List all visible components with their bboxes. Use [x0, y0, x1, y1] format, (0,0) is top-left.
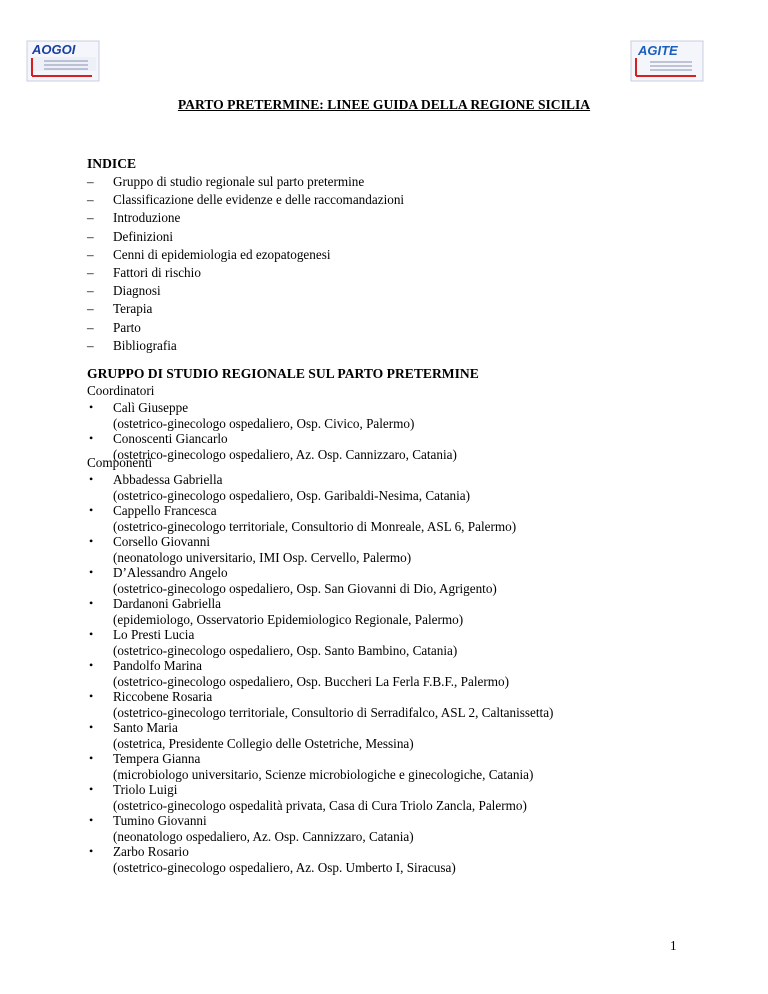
dash-bullet: –	[87, 210, 94, 226]
agite-logo-text: AGITE	[638, 43, 678, 58]
bullet-icon: •	[89, 596, 94, 610]
person-entry	[87, 658, 553, 689]
index-item	[87, 209, 404, 227]
person-affiliation: (ostetrico-ginecologo territoriale, Consultorio di Serradifalco, ASL 2, Caltanissetta)	[113, 704, 554, 720]
person-entry	[87, 720, 553, 751]
person-name: Tempera Gianna	[113, 751, 201, 766]
dash-bullet: –	[87, 283, 94, 299]
index-item-label: Fattori di rischio	[113, 264, 201, 280]
index-item-label: Parto	[113, 319, 141, 335]
person-affiliation: (ostetrico-ginecologo ospedaliero, Osp. Santo Bambino, Catania)	[113, 642, 458, 658]
index-item-label: Diagnosi	[113, 283, 161, 299]
dash-bullet: –	[87, 174, 94, 189]
bullet-icon: •	[89, 534, 94, 548]
person-entry	[87, 400, 457, 431]
index-item-label: Introduzione	[113, 210, 181, 226]
person-affiliation: (epidemiologo, Osservatorio Epidemiologico Regionale, Palermo)	[113, 611, 464, 627]
study-group-heading: GRUPPO DI STUDIO REGIONALE SUL PARTO PRETERMINE	[87, 366, 479, 381]
person-entry	[87, 472, 553, 503]
person-name: Calì Giuseppe	[113, 400, 189, 415]
person-affiliation: (ostetrica, Presidente Collegio delle Ostetriche, Messina)	[113, 735, 414, 751]
index-item	[87, 191, 404, 209]
person-name: Zarbo Rosario	[113, 844, 189, 859]
index-item	[87, 246, 404, 264]
index-item	[87, 337, 404, 355]
person-name: Corsello Giovanni	[113, 534, 211, 549]
bullet-icon: •	[89, 503, 94, 517]
person-name: Cappello Francesca	[113, 503, 217, 518]
person-affiliation: (ostetrico-ginecologo ospedaliero, Az. Osp. Cannizzaro, Catania)	[113, 446, 457, 462]
person-entry	[87, 844, 553, 875]
person-affiliation: (ostetrico-ginecologo ospedaliero, Osp. Civico, Palermo)	[113, 415, 415, 431]
index-item	[87, 173, 404, 191]
index-item-label: Cenni di epidemiologia ed ezopatogenesi	[113, 246, 331, 262]
person-name: Tumino Giovanni	[113, 813, 207, 828]
index-heading: INDICE	[87, 156, 137, 171]
index-item-label: Definizioni	[113, 228, 174, 244]
person-name: D’Alessandro Angelo	[113, 565, 228, 580]
bullet-icon: •	[89, 472, 94, 486]
bullet-icon: •	[89, 689, 94, 703]
bullet-icon: •	[89, 565, 94, 579]
components-list	[87, 472, 553, 875]
person-entry	[87, 565, 553, 596]
components-label: Componenti	[87, 455, 153, 470]
bullet-icon: •	[89, 813, 94, 827]
dash-bullet: –	[87, 264, 94, 280]
person-name: Riccobene Rosaria	[113, 689, 213, 704]
person-affiliation: (ostetrico-ginecologo ospedaliero, Az. Osp. Umberto I, Siracusa)	[113, 859, 456, 875]
index-item-label: Classificazione delle evidenze e delle raccomandazioni	[113, 192, 405, 208]
page-number: 1	[670, 938, 677, 953]
person-name: Santo Maria	[113, 720, 178, 735]
person-affiliation: (ostetrico-ginecologo ospedalità privata, Casa di Cura Triolo Zancla, Palermo)	[113, 797, 527, 813]
index-item	[87, 228, 404, 246]
person-entry	[87, 782, 553, 813]
index-item-label: Bibliografia	[113, 337, 177, 353]
person-affiliation: (neonatologo universitario, IMI Osp. Cervello, Palermo)	[113, 549, 412, 565]
aogoi-logo	[26, 40, 100, 82]
person-entry	[87, 751, 553, 782]
index-item	[87, 282, 404, 300]
person-entry	[87, 689, 553, 720]
person-entry	[87, 813, 553, 844]
coordinators-list	[87, 400, 457, 462]
bullet-icon: •	[89, 751, 94, 765]
person-entry	[87, 503, 553, 534]
index-item	[87, 264, 404, 282]
person-affiliation: (ostetrico-ginecologo ospedaliero, Osp. Garibaldi-Nesima, Catania)	[113, 487, 471, 503]
person-name: Triolo Luigi	[113, 782, 178, 797]
dash-bullet: –	[87, 301, 94, 317]
bullet-icon: •	[89, 844, 94, 858]
dash-bullet: –	[87, 246, 94, 262]
index-item-label: Terapia	[113, 301, 153, 317]
person-affiliation: (neonatologo ospedaliero, Az. Osp. Cannizzaro, Catania)	[113, 828, 414, 844]
index-item	[87, 300, 404, 318]
bullet-icon: •	[89, 782, 94, 796]
person-entry	[87, 596, 553, 627]
dash-bullet: –	[87, 319, 94, 335]
person-name: Dardanoni Gabriella	[113, 596, 222, 611]
agite-logo-graphic	[630, 40, 704, 82]
person-name: Abbadessa Gabriella	[113, 472, 223, 487]
person-name: Pandolfo Marina	[113, 658, 202, 673]
bullet-icon: •	[89, 720, 94, 734]
aogoi-logo-text: AOGOI	[32, 42, 76, 57]
bullet-icon: •	[89, 627, 94, 641]
person-name: Conoscenti Giancarlo	[113, 431, 228, 446]
bullet-icon: •	[89, 400, 94, 414]
aogoi-logo-graphic	[26, 40, 100, 82]
index-list	[87, 173, 404, 355]
coordinators-label: Coordinatori	[87, 383, 155, 398]
bullet-icon: •	[89, 431, 94, 445]
person-affiliation: (ostetrico-ginecologo ospedaliero, Osp. San Giovanni di Dio, Agrigento)	[113, 580, 497, 596]
person-entry	[87, 534, 553, 565]
dash-bullet: –	[87, 192, 94, 208]
person-affiliation: (ostetrico-ginecologo territoriale, Consultorio di Monreale, ASL 6, Palermo)	[113, 518, 517, 534]
dash-bullet: –	[87, 337, 94, 353]
agite-logo	[630, 40, 704, 82]
document-title: PARTO PRETERMINE: LINEE GUIDA DELLA REGIONE SICILIA	[177, 97, 591, 112]
person-entry	[87, 627, 553, 658]
person-name: Lo Presti Lucia	[113, 627, 195, 642]
index-item	[87, 319, 404, 337]
person-affiliation: (ostetrico-ginecologo ospedaliero, Osp. Buccheri La Ferla F.B.F., Palermo)	[113, 673, 509, 689]
person-affiliation: (microbiologo universitario, Scienze microbiologiche e ginecologiche, Catania)	[113, 766, 534, 782]
index-item-label: Gruppo di studio regionale sul parto pretermine	[113, 174, 365, 189]
bullet-icon: •	[89, 658, 94, 672]
dash-bullet: –	[87, 228, 94, 244]
